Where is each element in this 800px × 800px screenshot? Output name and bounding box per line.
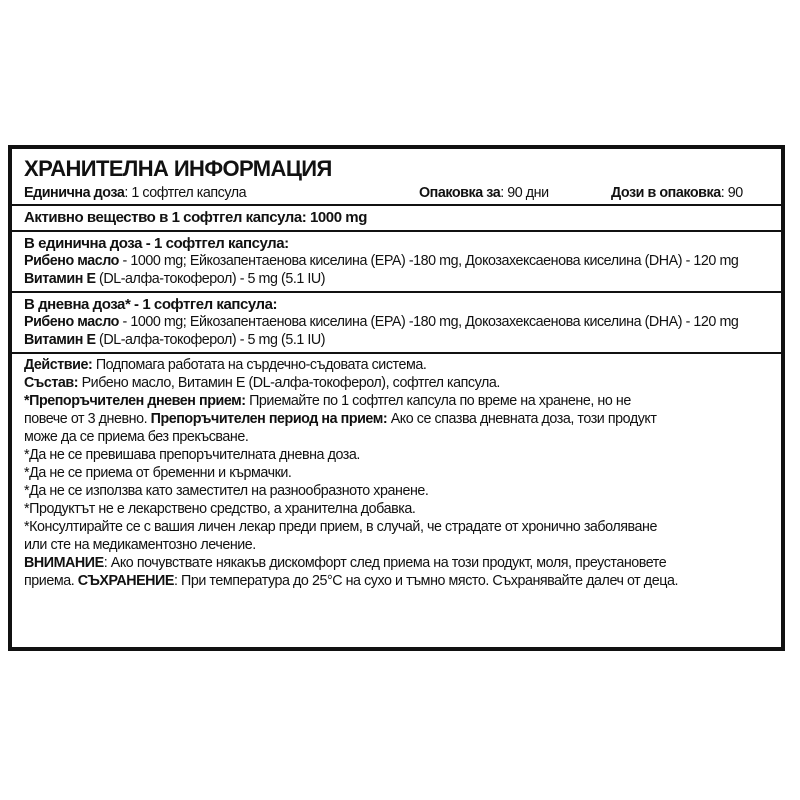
warning-line: *Да не се използва като заместител на разнообразното хранене. bbox=[24, 483, 429, 499]
fish-oil-value: - 1000 mg; Ейкозапентаенова киселина (EPA) -180 mg, Докозахексаенова киселина (DHA) - 120 mg bbox=[118, 314, 739, 330]
recommended-period-label: Препоръчителен период на прием: bbox=[150, 411, 388, 427]
single-dose-heading: В единична доза - 1 софтгел капсула: bbox=[24, 235, 289, 252]
vitamin-e-label: Витамин Е bbox=[24, 271, 96, 287]
storage-label: СЪХРАНЕНИЕ bbox=[77, 573, 174, 589]
storage-text: : При температура до 25°C на сухо и тъмно място. Съхранявайте далеч от деца. bbox=[173, 573, 678, 589]
daily-fish-oil-row bbox=[24, 314, 738, 331]
vitamin-e-label: Витамин Е bbox=[24, 332, 96, 348]
single-fish-oil-row bbox=[24, 253, 738, 270]
fish-oil-label: Рибено масло bbox=[24, 253, 119, 269]
vitamin-e-value: (DL-алфа-токоферол) - 5 mg (5.1 IU) bbox=[95, 332, 326, 348]
warning-line: или сте на медикаментозно лечение. bbox=[24, 537, 256, 553]
active-substance: Активно вещество в 1 софтгел капсула: 1000 mg bbox=[24, 209, 367, 226]
action-row bbox=[24, 357, 426, 374]
fish-oil-value: - 1000 mg; Ейкозапентаенова киселина (EPA) -180 mg, Докозахексаенова киселина (DHA) - 120 mg bbox=[118, 253, 739, 269]
warning-line: *Консултирайте се с вашия личен лекар преди прием, в случай, че страдате от хронично заболяване bbox=[24, 519, 657, 535]
action-text: Подпомага работата на сърдечно-съдовата система. bbox=[92, 357, 427, 373]
attention-text-cont: приема. bbox=[24, 573, 78, 589]
single-vitamin-e-row bbox=[24, 271, 325, 288]
doses-value: : 90 bbox=[720, 185, 743, 201]
warning-line: *Да не се превишава препоръчителната дневна доза. bbox=[24, 447, 360, 463]
doses-per-package bbox=[611, 185, 743, 202]
composition-label: Състав: bbox=[24, 375, 79, 391]
divider bbox=[12, 291, 781, 293]
panel-title: ХРАНИТЕЛНА ИНФОРМАЦИЯ bbox=[24, 156, 332, 181]
package-label: Опаковка за bbox=[419, 185, 501, 201]
vitamin-e-value: (DL-алфа-токоферол) - 5 mg (5.1 IU) bbox=[95, 271, 326, 287]
serving-size bbox=[24, 185, 246, 202]
recommended-intake-text-cont: повече от 3 дневно. bbox=[24, 411, 151, 427]
recommended-period-cont: може да се приема без прекъсване. bbox=[24, 429, 249, 445]
recommended-intake-row bbox=[24, 393, 631, 410]
divider bbox=[12, 352, 781, 354]
recommended-intake-text: Приемайте по 1 софтгел капсула по време на хранене, но не bbox=[245, 393, 631, 409]
recommended-period-text: Ако се спазва дневната доза, този продукт bbox=[387, 411, 657, 427]
storage-row bbox=[24, 573, 678, 590]
recommended-period-row bbox=[24, 411, 657, 428]
composition-text: Рибено масло, Витамин Е (DL-алфа-токоферол), софтгел капсула. bbox=[78, 375, 500, 391]
fish-oil-label: Рибено масло bbox=[24, 314, 119, 330]
daily-dose-heading: В дневна доза* - 1 софтгел капсула: bbox=[24, 296, 278, 313]
attention-text: : Ако почувствате някакъв дискомфорт след приема на този продукт, моля, преустановете bbox=[103, 555, 667, 571]
nutrition-label-panel bbox=[8, 145, 785, 651]
composition-row bbox=[24, 375, 500, 392]
package-duration bbox=[419, 185, 549, 202]
serving-value: : 1 софтгел капсула bbox=[124, 185, 247, 201]
warning-line: *Да не се приема от бременни и кърмачки. bbox=[24, 465, 292, 481]
divider bbox=[12, 204, 781, 206]
attention-row bbox=[24, 555, 666, 572]
recommended-intake-label: *Препоръчителен дневен прием: bbox=[24, 393, 246, 409]
divider bbox=[12, 230, 781, 232]
warning-line: *Продуктът не е лекарствено средство, а хранителна добавка. bbox=[24, 501, 416, 517]
doses-label: Дози в опаковка bbox=[611, 185, 721, 201]
attention-label: ВНИМАНИЕ bbox=[24, 555, 104, 571]
action-label: Действие: bbox=[24, 357, 93, 373]
package-value: : 90 дни bbox=[500, 185, 549, 201]
daily-vitamin-e-row bbox=[24, 332, 325, 349]
serving-label: Единична доза bbox=[24, 185, 125, 201]
